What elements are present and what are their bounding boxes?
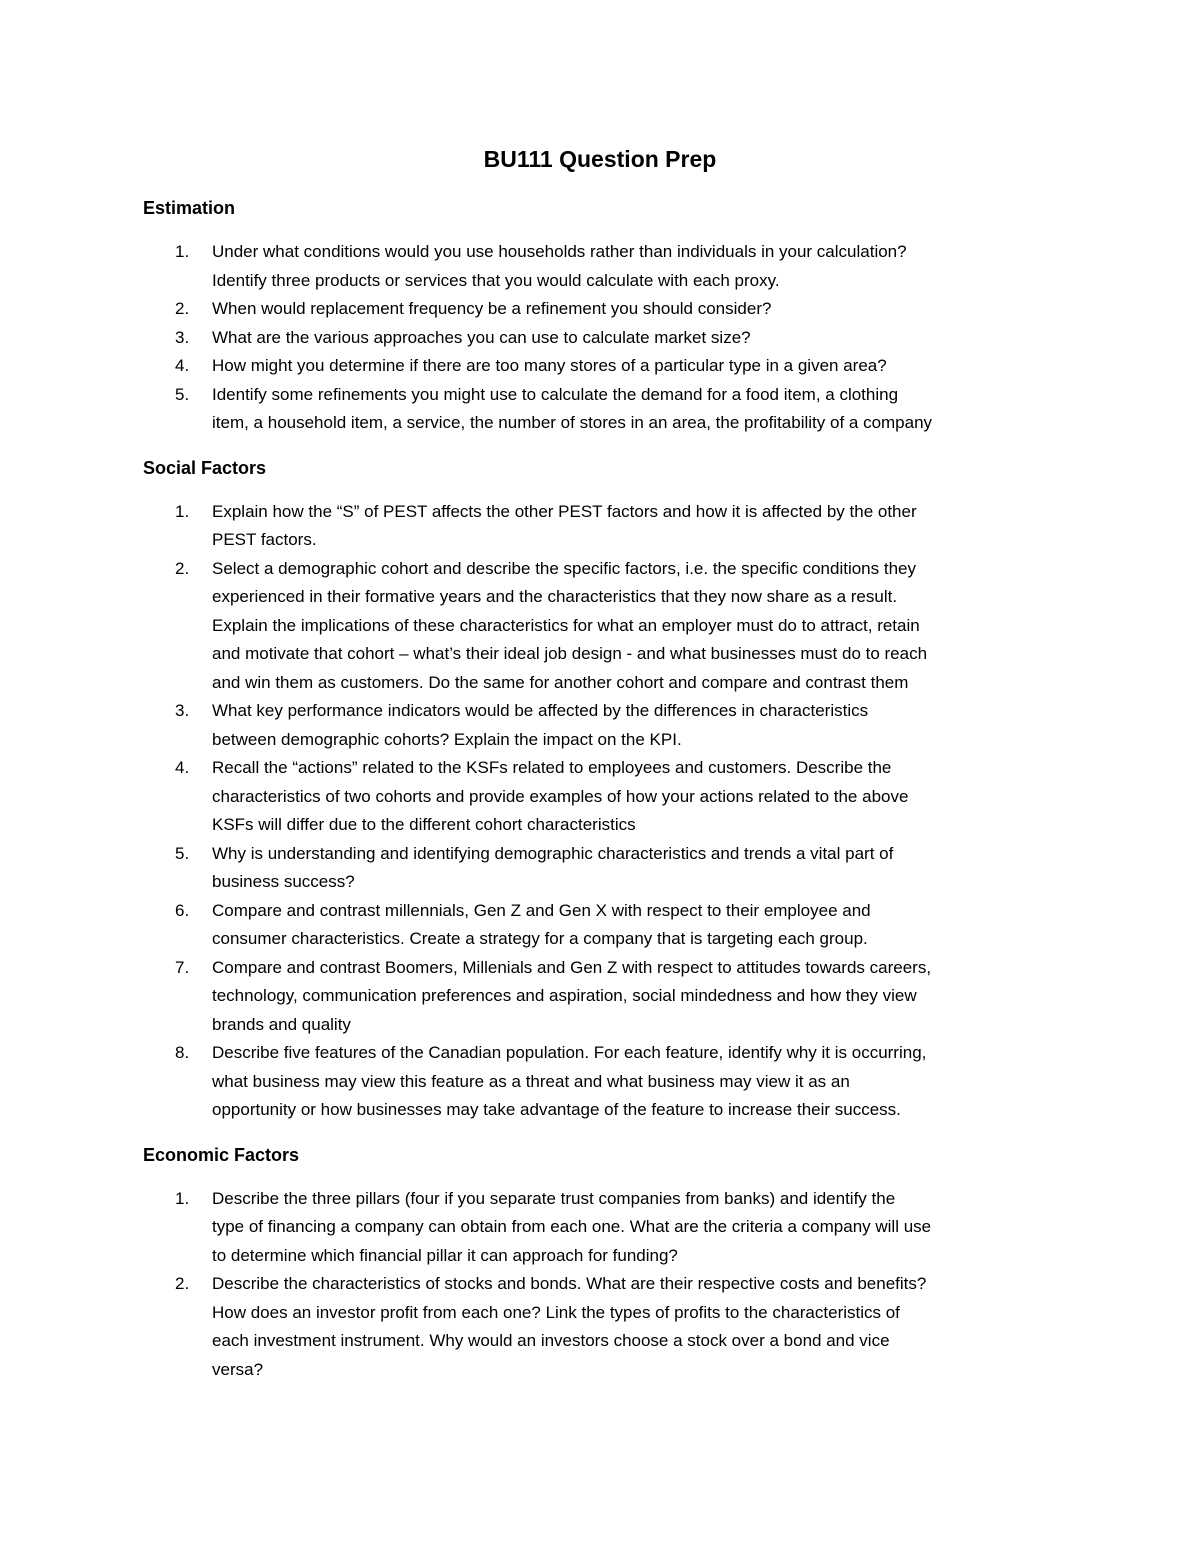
question-item [143, 555, 1063, 698]
question-text-line: Describe the characteristics of stocks and bonds. What are their respective costs and benefits? [212, 1274, 927, 1293]
question-text-line: Under what conditions would you use households rather than individuals in your calculation? [212, 242, 907, 261]
question-text-line: what business may view this feature as a threat and what business may view it as an [212, 1071, 850, 1091]
question-item [143, 324, 1063, 353]
question-text-line: Identify three products or services that you would calculate with each proxy. [212, 270, 780, 290]
question-list [143, 498, 1063, 1125]
question-text-line: characteristics of two cohorts and provide examples of how your actions related to the above [212, 786, 909, 806]
question-list [143, 1185, 1063, 1385]
question-text-line: business success? [212, 872, 355, 891]
question-text-line: How does an investor profit from each one? Link the types of profits to the characteristics of [212, 1302, 900, 1322]
question-number: 2. [175, 299, 190, 318]
question-item [143, 840, 1063, 897]
question-item [143, 238, 1063, 295]
question-text-line: technology, communication preferences and aspiration, social mindedness and how they view [212, 986, 917, 1005]
question-number: 3. [175, 701, 190, 720]
question-item [143, 381, 1063, 438]
question-number: 2. [175, 558, 190, 578]
question-item [143, 1270, 1063, 1384]
question-text-line: between demographic cohorts? Explain the impact on the KPI. [212, 729, 682, 749]
question-text-line: to determine which financial pillar it can approach for funding? [212, 1245, 678, 1265]
section-heading: Economic Factors [143, 1144, 300, 1165]
question-item [143, 352, 1063, 381]
section-social-factors [143, 454, 1063, 1125]
question-list [143, 238, 1063, 438]
question-item [143, 954, 1063, 1040]
question-text-line: Compare and contrast Boomers, Millenials and Gen Z with respect to attitudes towards careers, [212, 957, 932, 977]
question-text-line: type of financing a company can obtain from each one. What are the criteria a company will use [212, 1217, 932, 1236]
question-number: 1. [175, 501, 190, 521]
document-body [143, 194, 1063, 1384]
question-number: 1. [175, 242, 190, 261]
question-text-line: PEST factors. [212, 530, 317, 549]
question-number: 3. [175, 327, 190, 347]
question-text-line: Explain the implications of these characteristics for what an employer must do to attract, retain [212, 615, 920, 635]
document-title: BU111 Question Prep [483, 146, 717, 172]
question-item [143, 295, 1063, 324]
section-estimation [143, 194, 1063, 438]
question-text-line: What key performance indicators would be affected by the differences in characteristics [212, 701, 869, 720]
question-text-line: Why is understanding and identifying demographic characteristics and trends a vital part of [212, 843, 894, 863]
question-text-line: Describe the three pillars (four if you separate trust companies from banks) and identify the [212, 1188, 896, 1208]
question-item [143, 1185, 1063, 1271]
question-item [143, 697, 1063, 754]
section-heading: Social Factors [143, 457, 267, 478]
question-item [143, 754, 1063, 840]
question-text-line: item, a household item, a service, the number of stores in an area, the profitability of a company [212, 413, 933, 432]
question-number: 4. [175, 356, 190, 375]
question-item [143, 498, 1063, 555]
question-text-line: KSFs will differ due to the different cohort characteristics [212, 815, 636, 834]
question-text-line: and motivate that cohort – what’s their ideal job design - and what businesses must do to reach [212, 644, 928, 663]
question-number: 2. [175, 1274, 190, 1293]
question-text-line: Explain how the “S” of PEST affects the other PEST factors and how it is affected by the other [212, 501, 917, 521]
question-number: 5. [175, 384, 190, 404]
question-number: 6. [175, 900, 190, 920]
question-text-line: experienced in their formative years and the characteristics that they now share as a result. [212, 587, 898, 606]
question-number: 7. [175, 957, 190, 977]
question-text-line: Select a demographic cohort and describe the specific factors, i.e. the specific conditions they [212, 558, 916, 578]
question-text-line: consumer characteristics. Create a strategy for a company that is targeting each group. [212, 929, 868, 948]
question-text-line: How might you determine if there are too many stores of a particular type in a given area? [212, 356, 887, 375]
question-text-line: Describe five features of the Canadian population. For each feature, identify why it is occurring, [212, 1043, 927, 1062]
question-item [143, 897, 1063, 954]
question-text-line: versa? [212, 1359, 264, 1379]
question-number: 5. [175, 843, 190, 863]
question-number: 8. [175, 1043, 190, 1062]
question-number: 1. [175, 1188, 190, 1208]
question-text-line: Identify some refinements you might use to calculate the demand for a food item, a clothing [212, 384, 899, 404]
question-item [143, 1039, 1063, 1125]
question-text-line: Recall the “actions” related to the KSFs related to employees and customers. Describe the [212, 758, 892, 777]
question-text-line: opportunity or how businesses may take advantage of the feature to increase their success. [212, 1100, 901, 1119]
question-text-line: and win them as customers. Do the same for another cohort and compare and contrast them [212, 672, 909, 692]
question-text-line: each investment instrument. Why would an investors choose a stock over a bond and vice [212, 1331, 890, 1350]
question-text-line: What are the various approaches you can use to calculate market size? [212, 327, 751, 347]
question-text-line: When would replacement frequency be a refinement you should consider? [212, 299, 772, 318]
question-text-line: brands and quality [212, 1014, 351, 1034]
question-number: 4. [175, 758, 190, 777]
question-text-line: Compare and contrast millennials, Gen Z and Gen X with respect to their employee and [212, 900, 871, 920]
section-heading: Estimation [143, 198, 236, 218]
section-economic-factors [143, 1141, 1063, 1385]
